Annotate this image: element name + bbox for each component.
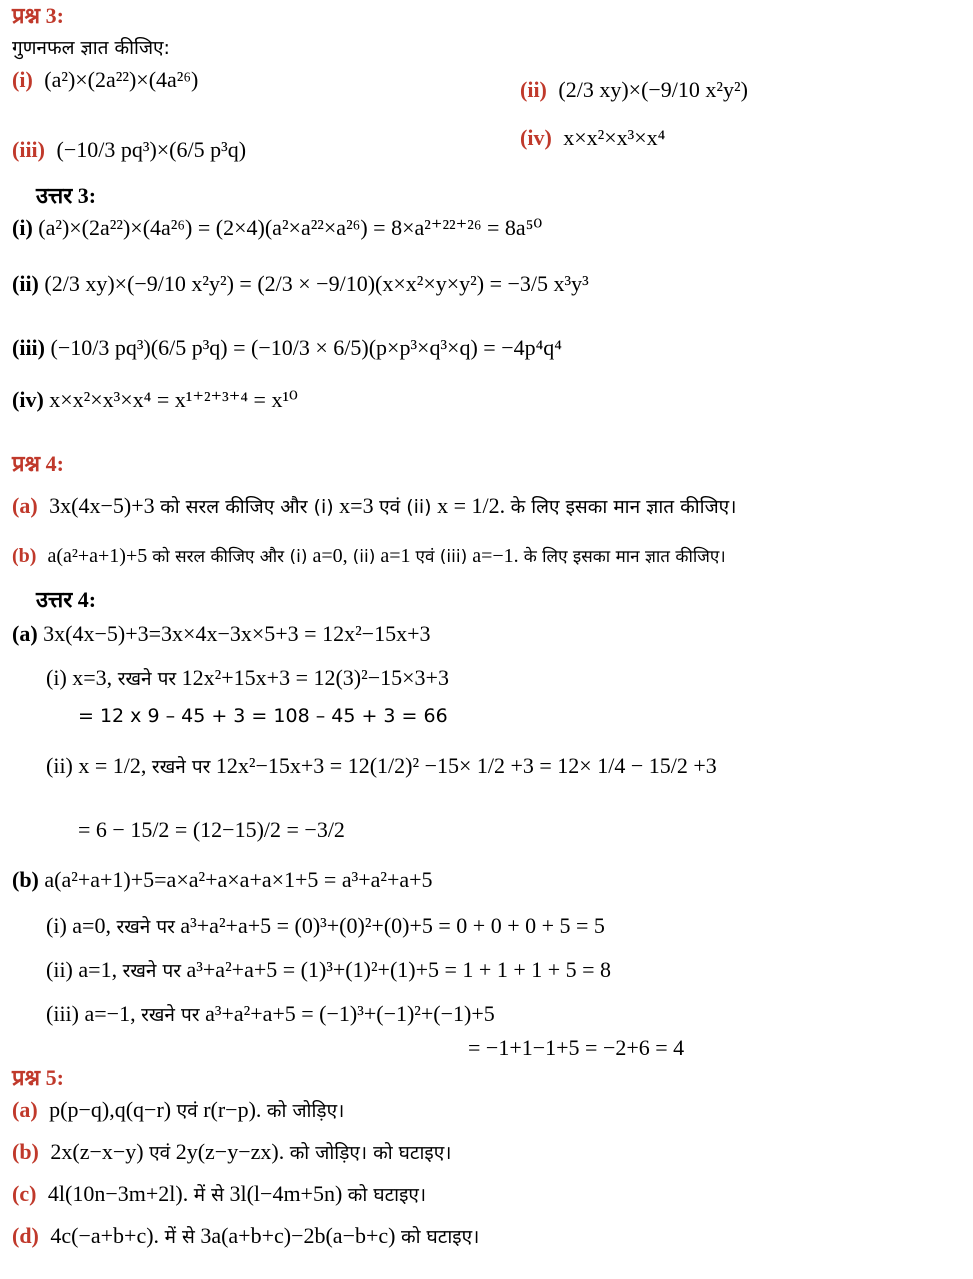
a4-b-iii-cont: = −1+1−1+5 = −2+6 = 4 bbox=[468, 1035, 685, 1060]
q5-part-d-t2: को घटाइए। bbox=[400, 1226, 480, 1248]
q4-part-a-text1: को सरल कीजिए और (i) bbox=[160, 496, 334, 518]
q3-part-iii-expr: (−10/3 pq³)×(6/5 p³q) bbox=[56, 137, 247, 162]
q5-part-c-label: (c) bbox=[12, 1181, 37, 1206]
q4-part-b-text1: को सरल कीजिए और (i) bbox=[152, 547, 308, 567]
q5-part-a-expr2: r(r−p). bbox=[203, 1097, 262, 1122]
a3-line-ii bbox=[12, 270, 589, 298]
a4-b-ii-expr: a³+a²+a+5 = (1)³+(1)²+(1)+5 = 1 + 1 + 1 + 5 = 8 bbox=[186, 957, 612, 982]
q3-part-i-expr: (a²)×(2a²²)×(4a²⁶) bbox=[44, 67, 199, 92]
q5-part-b-t1: एवं bbox=[149, 1142, 171, 1164]
q3-part-ii-expr: (2/3 xy)×(−9/10 x²y²) bbox=[558, 77, 748, 102]
q4-part-b-v2: a=1 bbox=[380, 545, 411, 567]
q5-part-a-label: (a) bbox=[12, 1097, 38, 1122]
a4-a-i-cont: = 12 x 9 – 45 + 3 = 108 – 45 + 3 = 66 bbox=[78, 705, 448, 727]
q4-part-a bbox=[12, 492, 736, 521]
q3-part-ii bbox=[520, 76, 748, 104]
q4-part-a-label: (a) bbox=[12, 493, 38, 518]
a4-a-ii-pre: x = 1/2, bbox=[78, 753, 147, 778]
q3-part-iii bbox=[12, 136, 246, 164]
q4-part-b-expr: a(a²+a+1)+5 bbox=[47, 545, 148, 567]
q5-part-a-t1: एवं bbox=[176, 1100, 198, 1122]
a4-a-i-label: (i) bbox=[46, 665, 67, 690]
q3-part-iv bbox=[520, 124, 665, 152]
q5-part-d-t1: में से bbox=[164, 1226, 195, 1248]
a3-line-ii-label: (ii) bbox=[12, 271, 39, 296]
a4-b-line bbox=[12, 866, 433, 894]
a4-b-i-pre: a=0, bbox=[72, 913, 111, 938]
q5-heading: प्रश्न 5: bbox=[12, 1065, 64, 1090]
a4-a-ii-expr: 12x²−15x+3 = 12(1/2)² −15× 1/2 +3 = 12× 1/4 − 15/2 +3 bbox=[215, 753, 717, 778]
q4-part-a-text2: एवं (ii) bbox=[379, 496, 432, 518]
q3-part-iv-label: (iv) bbox=[520, 125, 552, 150]
a4-b-iii bbox=[46, 1000, 495, 1029]
a4-a-i-expr: 12x²+15x+3 = 12(3)²−15×3+3 bbox=[181, 665, 449, 690]
q4-part-b-text4: के लिए इसका मान ज्ञात कीजिए। bbox=[523, 547, 726, 567]
q4-part-b-v1: a=0, bbox=[312, 545, 348, 567]
q3-part-ii-label: (ii) bbox=[520, 77, 547, 102]
q5-part-b bbox=[12, 1138, 451, 1167]
a3-line-iii-expr: (−10/3 pq³)(6/5 p³q) = (−10/3 × 6/5)(p×p³×q³×q) = −4p⁴q⁴ bbox=[50, 335, 562, 360]
a4-b-ii-pre: a=1, bbox=[78, 957, 118, 982]
q3-part-i bbox=[12, 66, 198, 94]
a3-line-i bbox=[12, 214, 542, 242]
a4-b-iii-label: (iii) bbox=[46, 1001, 79, 1026]
a3-line-i-label: (i) bbox=[12, 215, 33, 240]
a4-heading: उत्तर 4: bbox=[36, 587, 97, 612]
q5-part-b-expr: 2x(z−x−y) bbox=[50, 1139, 144, 1164]
a4-b-iii-word: रखने पर bbox=[141, 1004, 200, 1026]
a4-a-i bbox=[46, 664, 449, 693]
a3-line-iv bbox=[12, 386, 298, 414]
a4-b-i bbox=[46, 912, 605, 941]
a4-a-label: (a) bbox=[12, 621, 38, 646]
a4-a-ii bbox=[46, 752, 717, 781]
a4-b-label: (b) bbox=[12, 867, 39, 892]
a4-a-i-pre: x=3, bbox=[72, 665, 113, 690]
a4-a-ii-cont: = 6 − 15/2 = (12−15)/2 = −3/2 bbox=[78, 817, 345, 842]
q5-part-c bbox=[12, 1180, 426, 1209]
q3-instruction: गुणनफल ज्ञात कीजिए: bbox=[12, 37, 170, 59]
a4-b-i-expr: a³+a²+a+5 = (0)³+(0)²+(0)+5 = 0 + 0 + 0 + 5 = 5 bbox=[180, 913, 605, 938]
q3-heading: प्रश्न 3: bbox=[12, 3, 64, 28]
a3-line-iii-label: (iii) bbox=[12, 335, 45, 360]
q3-part-i-label: (i) bbox=[12, 67, 33, 92]
q3-part-iv-expr: x×x²×x³×x⁴ bbox=[563, 125, 666, 150]
q5-part-b-t2: को जोड़िए। को घटाइए। bbox=[289, 1142, 452, 1164]
a4-a-line bbox=[12, 620, 430, 648]
q4-part-b-text2: (ii) bbox=[352, 547, 376, 567]
a3-line-iii bbox=[12, 334, 562, 362]
a4-b-iii-expr: a³+a²+a+5 = (−1)³+(−1)²+(−1)+5 bbox=[205, 1001, 495, 1026]
q5-part-c-t1: में से bbox=[193, 1184, 224, 1206]
a4-b-ii-word: रखने पर bbox=[122, 960, 182, 982]
q5-part-a-t2: को जोड़िए। bbox=[266, 1100, 345, 1122]
q4-part-b-label: (b) bbox=[12, 545, 37, 567]
a4-b-iii-pre: a=−1, bbox=[84, 1001, 136, 1026]
a4-a-ii-label: (ii) bbox=[46, 753, 73, 778]
q4-heading: प्रश्न 4: bbox=[12, 451, 64, 476]
q5-part-c-expr2: 3l(l−4m+5n) bbox=[229, 1181, 343, 1206]
a3-line-iv-expr: x×x²×x³×x⁴ = x¹⁺²⁺³⁺⁴ = x¹⁰ bbox=[49, 387, 298, 412]
a4-b-i-word: रखने पर bbox=[116, 916, 175, 938]
q5-part-d-expr2: 3a(a+b+c)−2b(a−b+c) bbox=[200, 1223, 396, 1248]
a3-line-iv-label: (iv) bbox=[12, 387, 44, 412]
a4-b-ii-label: (ii) bbox=[46, 957, 73, 982]
q5-part-c-expr: 4l(10n−3m+2l). bbox=[47, 1181, 189, 1206]
a4-b-i-label: (i) bbox=[46, 913, 67, 938]
q4-part-a-expr: 3x(4x−5)+3 bbox=[49, 493, 155, 518]
a3-heading: उत्तर 3: bbox=[36, 183, 97, 208]
q4-part-a-v2: x = 1/2. bbox=[437, 493, 506, 518]
a4-b-ii bbox=[46, 956, 611, 985]
q4-part-a-v1: x=3 bbox=[339, 493, 374, 518]
q5-part-b-expr2: 2y(z−y−zx). bbox=[175, 1139, 285, 1164]
q4-part-b bbox=[12, 542, 726, 571]
a4-a-expr: 3x(4x−5)+3=3x×4x−3x×5+3 = 12x²−15x+3 bbox=[43, 621, 431, 646]
q5-part-c-t2: को घटाइए। bbox=[347, 1184, 427, 1206]
a4-a-i-word: रखने पर bbox=[117, 668, 177, 690]
q3-part-iii-label: (iii) bbox=[12, 137, 45, 162]
q5-part-b-label: (b) bbox=[12, 1139, 39, 1164]
q4-part-a-text3: के लिए इसका मान ज्ञात कीजिए। bbox=[510, 496, 737, 518]
a3-line-i-expr: (a²)×(2a²²)×(4a²⁶) = (2×4)(a²×a²²×a²⁶) = 8×a²⁺²²⁺²⁶ = 8a⁵⁰ bbox=[38, 215, 543, 240]
q5-part-a-expr: p(p−q),q(q−r) bbox=[49, 1097, 172, 1122]
a3-line-ii-expr: (2/3 xy)×(−9/10 x²y²) = (2/3 × −9/10)(x×x²×y×y²) = −3/5 x³y³ bbox=[44, 271, 589, 296]
q5-part-d-expr: 4c(−a+b+c). bbox=[50, 1223, 160, 1248]
q5-part-d bbox=[12, 1222, 479, 1251]
q5-part-a bbox=[12, 1096, 344, 1125]
q4-part-b-text3: एवं (iii) bbox=[415, 547, 468, 567]
a4-b-expr: a(a²+a+1)+5=a×a²+a×a+a×1+5 = a³+a²+a+5 bbox=[44, 867, 433, 892]
q5-part-d-label: (d) bbox=[12, 1223, 39, 1248]
a4-a-ii-word: रखने पर bbox=[151, 756, 211, 778]
q4-part-b-v3: a=−1. bbox=[472, 545, 519, 567]
